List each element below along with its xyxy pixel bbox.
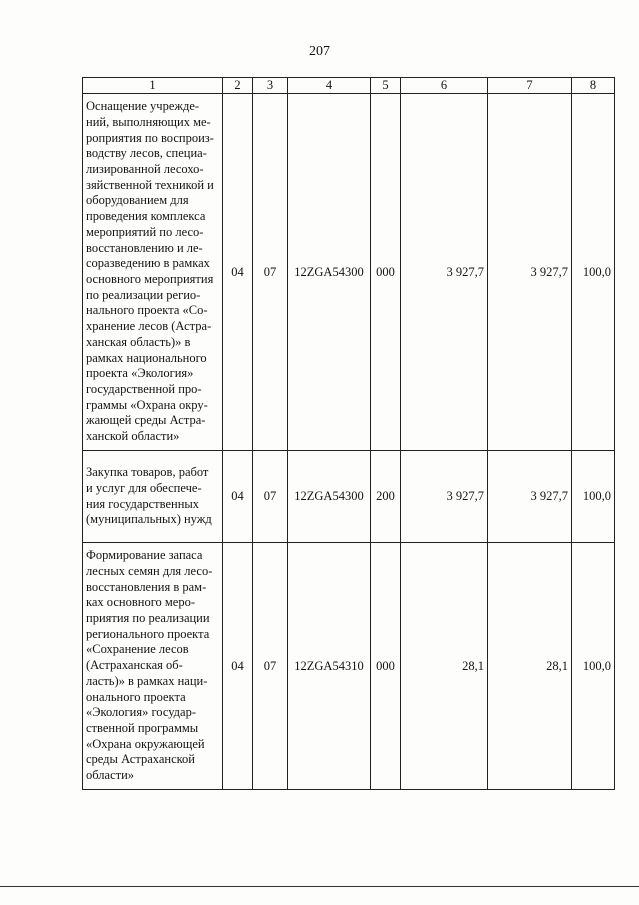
description-line: онального проекта bbox=[86, 689, 186, 704]
description-line: Закупка товаров, работ bbox=[86, 465, 209, 480]
row-description bbox=[83, 543, 223, 790]
subsection-code: 07 bbox=[253, 543, 288, 790]
target-article-code: 12ZGA54310 bbox=[288, 543, 371, 790]
row-description bbox=[83, 94, 223, 451]
page-bottom-rule bbox=[0, 886, 639, 887]
description-line: проекта «Экология» bbox=[86, 366, 194, 381]
column-header: 2 bbox=[223, 78, 253, 94]
description-line: ханской области» bbox=[86, 429, 180, 444]
target-article-code: 12ZGA54300 bbox=[288, 94, 371, 451]
description-line: по реализации регио- bbox=[86, 287, 201, 302]
table-row bbox=[83, 451, 615, 543]
description-line: ний, выполняющих ме- bbox=[86, 114, 211, 129]
subsection-code: 07 bbox=[253, 94, 288, 451]
target-article-code: 12ZGA54300 bbox=[288, 451, 371, 543]
table-row bbox=[83, 94, 615, 451]
actual-amount: 28,1 bbox=[488, 543, 572, 790]
description-line: основного мероприятия bbox=[86, 272, 214, 286]
execution-percent: 100,0 bbox=[572, 94, 615, 451]
description-line: приятия по реализации bbox=[86, 611, 210, 626]
expense-type-code: 000 bbox=[371, 94, 401, 451]
description-line: среды Астраханской bbox=[86, 752, 195, 767]
plan-amount: 3 927,7 bbox=[401, 94, 488, 451]
plan-amount: 3 927,7 bbox=[401, 451, 488, 543]
page-number: 207 bbox=[309, 44, 330, 59]
description-line: (муниципальных) нужд bbox=[86, 512, 212, 527]
description-line: ханская область)» в bbox=[86, 334, 191, 349]
column-header: 6 bbox=[401, 78, 488, 94]
description-line: Формирование запаса bbox=[86, 548, 203, 563]
description-line: лизированной лесохо- bbox=[86, 162, 204, 177]
section-code: 04 bbox=[223, 94, 253, 451]
description-line: рамках национального bbox=[86, 350, 207, 365]
description-line: лесных семян для лесо- bbox=[86, 563, 213, 578]
description-line: хранение лесов (Астра- bbox=[86, 319, 212, 334]
section-code: 04 bbox=[223, 543, 253, 790]
description-line: роприятия по воспроиз- bbox=[86, 130, 214, 145]
expense-type-code: 200 bbox=[371, 451, 401, 543]
actual-amount: 3 927,7 bbox=[488, 451, 572, 543]
description-line: жающей среды Астра- bbox=[86, 413, 206, 428]
column-header: 7 bbox=[488, 78, 572, 94]
execution-percent: 100,0 bbox=[572, 543, 615, 790]
description-line: восстановления в рам- bbox=[86, 579, 207, 594]
description-line: ках основного меро- bbox=[86, 595, 196, 610]
plan-amount: 28,1 bbox=[401, 543, 488, 790]
table-header-row bbox=[83, 78, 615, 94]
description-line: зяйственной техникой и bbox=[86, 177, 214, 192]
description-line: и услуг для обеспече- bbox=[86, 480, 202, 495]
description-line: мероприятий по лесо- bbox=[86, 224, 204, 239]
table-row bbox=[83, 543, 615, 790]
description-line: ласть)» в рамках наци- bbox=[86, 673, 208, 688]
column-header: 1 bbox=[83, 78, 223, 94]
description-line: «Экология» государ- bbox=[86, 705, 196, 720]
description-line: водству лесов, специа- bbox=[86, 146, 207, 161]
row-description bbox=[83, 451, 223, 543]
description-line: государственной про- bbox=[86, 381, 202, 396]
column-header: 8 bbox=[572, 78, 615, 94]
section-code: 04 bbox=[223, 451, 253, 543]
description-line: ственной программы bbox=[86, 720, 199, 735]
description-line: (Астраханская об- bbox=[86, 658, 183, 673]
description-line: граммы «Охрана окру- bbox=[86, 397, 208, 412]
description-line: соразведению в рамках bbox=[86, 256, 210, 271]
description-line: проведения комплекса bbox=[86, 209, 206, 224]
description-line: ния государственных bbox=[86, 496, 200, 511]
description-line: области» bbox=[86, 768, 135, 783]
description-line: оборудованием для bbox=[86, 193, 189, 208]
subsection-code: 07 bbox=[253, 451, 288, 543]
column-header: 4 bbox=[288, 78, 371, 94]
description-line: «Сохранение лесов bbox=[86, 642, 189, 657]
column-header: 3 bbox=[253, 78, 288, 94]
actual-amount: 3 927,7 bbox=[488, 94, 572, 451]
column-header: 5 bbox=[371, 78, 401, 94]
description-line: восстановлению и ле- bbox=[86, 240, 203, 255]
description-line: регионального проекта bbox=[86, 626, 210, 641]
description-line: нального проекта «Со- bbox=[86, 303, 208, 318]
expense-type-code: 000 bbox=[371, 543, 401, 790]
description-line: Оснащение учрежде- bbox=[86, 99, 200, 114]
description-line: «Охрана окружающей bbox=[86, 736, 205, 751]
budget-table bbox=[82, 77, 615, 790]
execution-percent: 100,0 bbox=[572, 451, 615, 543]
